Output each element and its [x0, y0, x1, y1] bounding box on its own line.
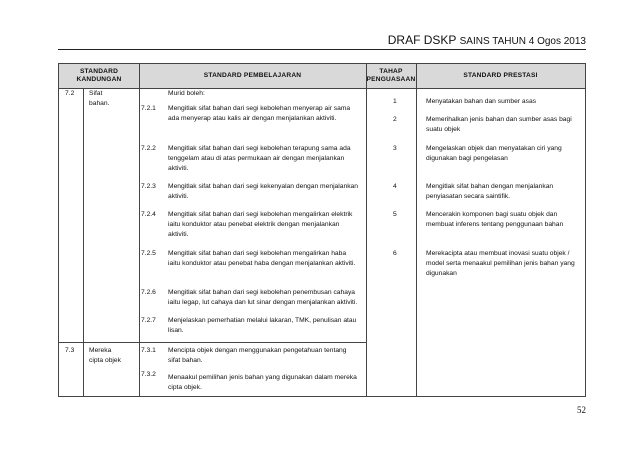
- pembelajaran-code: 7.2.5: [141, 250, 156, 257]
- document-header: [342, 33, 586, 47]
- pembelajaran-intro: Murid boleh:: [168, 90, 205, 97]
- pembelajaran-line: Mengitlak sifat bahan dari segi kebolehan mengalirkan elektrik: [168, 211, 353, 218]
- header-rule: [58, 49, 586, 50]
- pembelajaran-code: 7.2.1: [141, 105, 156, 112]
- pembelajaran-line: sifat bahan.: [168, 357, 203, 364]
- kandungan-code: 7.2: [65, 90, 75, 97]
- pembelajaran-line: aktiviti.: [168, 193, 189, 200]
- prestasi-level: 4: [393, 183, 397, 190]
- prestasi-line: Mengitlak sifat bahan dengan menjalankan: [426, 183, 554, 190]
- prestasi-line: Merekacipta atau membuat inovasi suatu objek /: [426, 250, 570, 257]
- column-header-standard-kandungan: [59, 64, 139, 88]
- column-divider: [83, 88, 84, 396]
- pembelajaran-line: Menjelaskan pemerhatian melalui lakaran, TMK, penulisan atau: [168, 317, 357, 324]
- kandungan-title-line: Mereka: [89, 347, 112, 354]
- pembelajaran-line: ada menyerap atau kalis air dengan menjalankan aktiviti.: [168, 115, 337, 122]
- prestasi-line: model serta menaakul pemilihan jenis bahan yang: [426, 260, 575, 267]
- pembelajaran-line: tenggelam atau di atas permukaan air dengan menjalankan: [168, 155, 345, 162]
- pembelajaran-code: 7.3.2: [141, 371, 156, 378]
- pembelajaran-code: 7.2.4: [141, 211, 156, 218]
- prestasi-line: digunakan bagi pengelasan: [426, 155, 508, 162]
- prestasi-line: Mencerakin komponen bagi suatu objek dan: [426, 211, 558, 218]
- page-number: 52: [577, 405, 586, 415]
- column-header-tahap-penguasaan: [366, 64, 416, 88]
- pembelajaran-line: Mengitlak sifat bahan dari segi kebolehan menyerap air sama: [168, 105, 351, 112]
- kandungan-title-line: Sifat: [89, 90, 103, 97]
- prestasi-line: membuat inferens tentang penggunaan bahan: [426, 221, 564, 228]
- kandungan-code: 7.3: [65, 347, 75, 354]
- prestasi-line: penyiasatan secara saintifik.: [426, 193, 511, 200]
- prestasi-line: Memerihalkan jenis bahan dan sumber asas bagi: [426, 116, 572, 123]
- pembelajaran-code: 7.3.1: [141, 347, 156, 354]
- prestasi-level: 5: [393, 211, 397, 218]
- prestasi-line: Menyatakan bahan dan sumber asas: [426, 98, 537, 105]
- pembelajaran-line: cipta objek.: [168, 384, 202, 391]
- pembelajaran-code: 7.2.3: [141, 183, 156, 190]
- pembelajaran-line: aktiviti.: [168, 165, 189, 172]
- pembelajaran-line: iaitu konduktor atau penebat haba dengan menjalankan aktiviti.: [168, 260, 356, 267]
- column-header-line: PENGUASAAN: [366, 76, 416, 83]
- syllabus-table: [58, 63, 586, 397]
- pembelajaran-line: Mengitlak sifat bahan dari segi kebolehan mengalirkan haba: [168, 250, 347, 257]
- column-divider: [416, 64, 417, 396]
- column-header-standard-pembelajaran: STANDARD PEMBELAJARAN: [203, 72, 302, 79]
- pembelajaran-line: iaitu legap, lut cahaya dan lut sinar dengan menjalankan aktiviti.: [168, 299, 358, 306]
- prestasi-line: suatu objek: [426, 126, 461, 133]
- column-header-line: STANDARD: [79, 68, 119, 75]
- column-header-line: KANDUNGAN: [76, 76, 122, 83]
- row-divider: [59, 342, 366, 343]
- column-header-line: TAHAP: [379, 68, 403, 75]
- column-divider: [139, 64, 140, 396]
- pembelajaran-line: aktiviti.: [168, 231, 189, 238]
- header-title: DRAF DSKP: [387, 33, 457, 47]
- column-header-standard-prestasi: STANDARD PRESTASI: [463, 72, 538, 79]
- pembelajaran-line: lisan.: [168, 327, 184, 334]
- prestasi-level: 1: [393, 98, 397, 105]
- pembelajaran-code: 7.2.7: [141, 317, 156, 324]
- pembelajaran-line: Mencipta objek dengan menggunakan pengetahuan tentang: [168, 347, 347, 354]
- header-subtitle: SAINS TAHUN 4 Ogos 2013: [459, 36, 586, 47]
- prestasi-level: 3: [393, 145, 397, 152]
- pembelajaran-line: iaitu konduktor atau penebat elektrik dengan menjalankan: [168, 221, 340, 228]
- pembelajaran-line: Mengitlak sifat bahan dari segi kebolehan penembusan cahaya: [168, 289, 356, 296]
- pembelajaran-code: 7.2.2: [141, 145, 156, 152]
- prestasi-line: Mengelaskan objek dan menyatakan ciri yang: [426, 145, 562, 152]
- prestasi-level: 6: [393, 250, 397, 257]
- column-divider: [366, 64, 367, 396]
- pembelajaran-line: Mengitlak sifat bahan dari segi kekenyalan dengan menjalankan: [168, 183, 358, 190]
- pembelajaran-line: Menaakul pemilihan jenis bahan yang digunakan dalam mereka: [168, 374, 357, 381]
- prestasi-line: digunakan: [426, 270, 457, 277]
- kandungan-title-line: bahan.: [89, 100, 110, 107]
- pembelajaran-code: 7.2.6: [141, 289, 156, 296]
- kandungan-title-line: cipta objek: [89, 357, 121, 364]
- table-header-row: [59, 64, 585, 89]
- pembelajaran-line: Mengitlak sifat bahan dari segi kebolehan terapung sama ada: [168, 145, 351, 152]
- prestasi-level: 2: [393, 116, 397, 123]
